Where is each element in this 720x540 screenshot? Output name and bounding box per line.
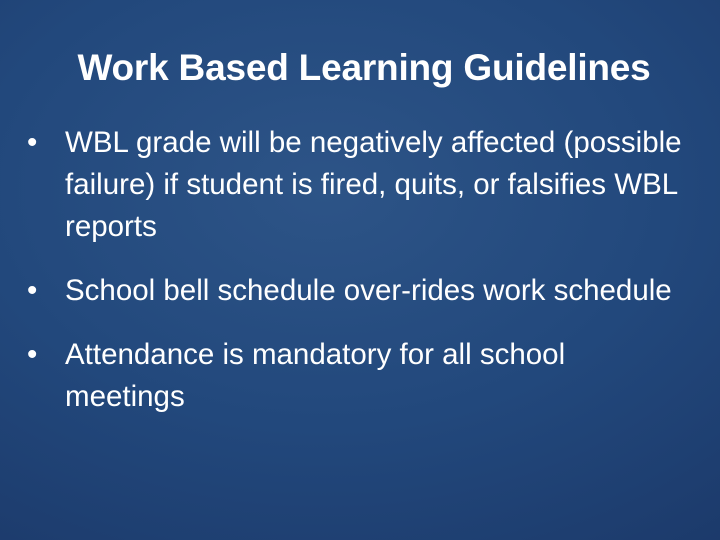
bullet-item xyxy=(0,334,685,418)
bullet-marker: • xyxy=(27,126,38,159)
bullet-list xyxy=(0,122,720,440)
bullet-item xyxy=(0,270,685,312)
slide-title: Work Based Learning Guidelines xyxy=(77,47,651,88)
bullet-text: School bell schedule over-rides work schedule xyxy=(65,274,672,307)
bullet-text: Attendance is mandatory for all school meetings xyxy=(65,338,566,413)
bullet-marker: • xyxy=(27,274,38,307)
bullet-item xyxy=(0,122,685,248)
bullet-marker: • xyxy=(27,338,38,371)
bullet-text: WBL grade will be negatively affected (possible failure) if student is fired, quits, or falsifies WBL reports xyxy=(65,126,682,243)
